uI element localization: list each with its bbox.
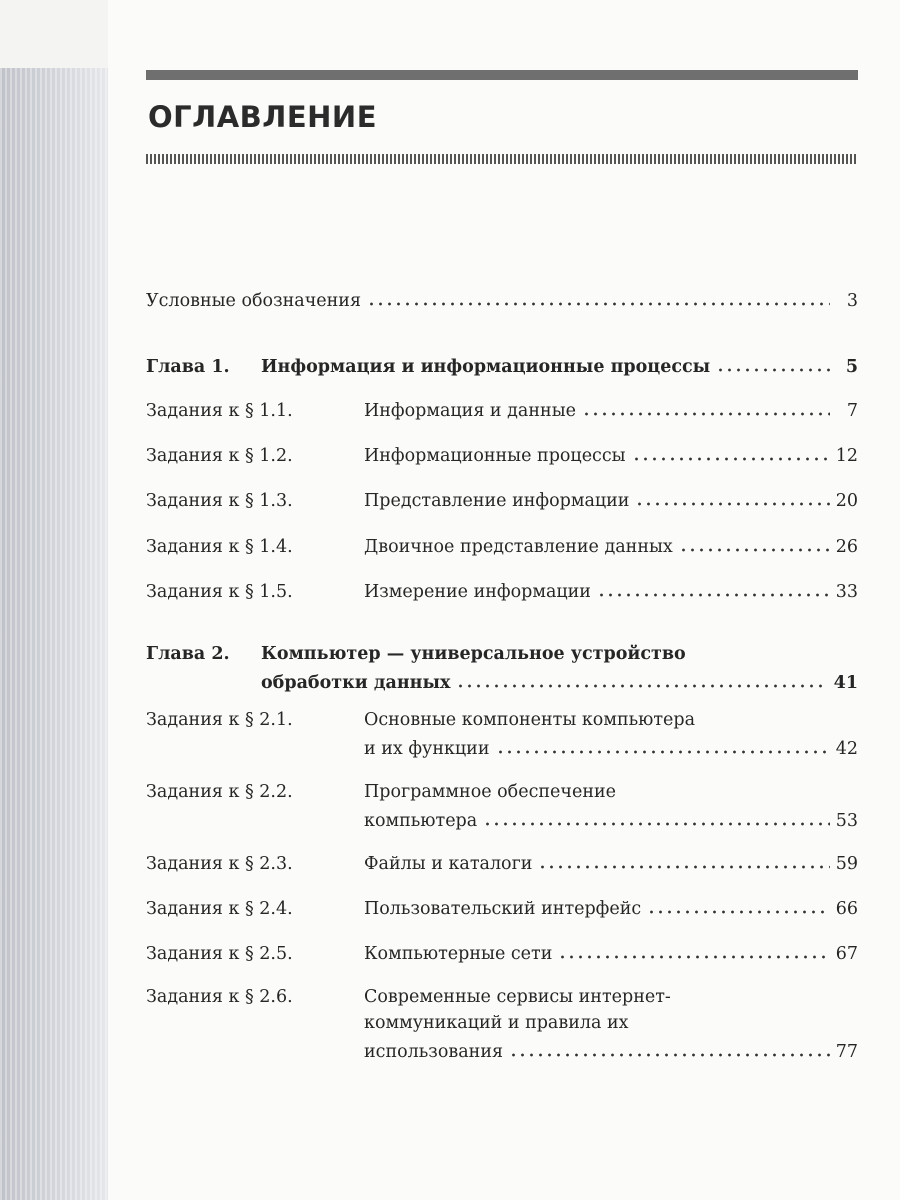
toc-entry-1-3[interactable] xyxy=(146,488,858,514)
toc-entry-title: Информация и данные xyxy=(364,401,576,421)
toc-entry-2-2[interactable] xyxy=(146,782,858,834)
toc-page-number: 42 xyxy=(835,739,858,759)
toc-page-number: 7 xyxy=(846,401,858,421)
toc-entry-title: Файлы и каталоги xyxy=(364,854,533,874)
toc-entry-1-1[interactable] xyxy=(146,398,858,424)
leader-dots xyxy=(647,896,830,914)
leader-dots xyxy=(538,851,829,869)
leader-dots xyxy=(597,579,830,597)
toc-entry-title: Программное обеспечение xyxy=(364,782,617,802)
toc-section-label: Задания к § 1.1. xyxy=(146,401,293,421)
toc-entry-2-6[interactable] xyxy=(146,987,858,1065)
toc-chapter-2[interactable] xyxy=(146,644,858,696)
toc-section-label: Задания к § 2.6. xyxy=(146,987,293,1007)
toc-entry-2-3[interactable] xyxy=(146,851,858,877)
toc-entry-2-4[interactable] xyxy=(146,896,858,922)
toc-chapter-label: Глава 1. xyxy=(146,357,230,377)
toc-section-label: Задания к § 2.1. xyxy=(146,710,293,730)
toc-entry-title-continued: компьютера xyxy=(364,811,478,831)
leader-dots xyxy=(367,288,830,306)
toc-page-number: 33 xyxy=(835,582,858,602)
page-title: ОГЛАВЛЕНИЕ xyxy=(148,100,378,134)
toc-page-number: 3 xyxy=(846,291,858,311)
leader-dots xyxy=(456,670,827,688)
toc-section-label: Задания к § 2.3. xyxy=(146,854,293,874)
toc-entry-title: Двоичное представление данных xyxy=(364,537,673,557)
toc-page-number: 53 xyxy=(835,811,858,831)
toc-entry-1-2[interactable] xyxy=(146,443,858,469)
toc-page-number: 12 xyxy=(835,446,858,466)
toc-section-label: Задания к § 1.4. xyxy=(146,537,293,557)
toc-entry-title: Измерение информации xyxy=(364,582,591,602)
toc-entry-2-5[interactable] xyxy=(146,941,858,967)
toc-page-number: 5 xyxy=(845,357,858,377)
toc-section-label: Задания к § 1.5. xyxy=(146,582,293,602)
toc-section-label: Задания к § 2.4. xyxy=(146,899,293,919)
toc-entry-title-continued: использования xyxy=(364,1042,504,1062)
toc-section-label: Задания к § 2.5. xyxy=(146,944,293,964)
leader-dots xyxy=(635,488,829,506)
toc-page-number: 41 xyxy=(833,673,858,693)
toc-entry-title-continued: коммуникаций и правила их xyxy=(364,1013,629,1033)
toc-page-number: 59 xyxy=(835,854,858,874)
toc-entry-title: Основные компоненты компьютера xyxy=(364,710,696,730)
toc-section-label: Задания к § 2.2. xyxy=(146,782,293,802)
toc-entry-intro[interactable] xyxy=(146,288,858,314)
binding-top-margin xyxy=(0,0,108,68)
title-rule xyxy=(146,154,858,164)
page xyxy=(108,0,900,1200)
toc-entry-title: Компьютерные сети xyxy=(364,944,553,964)
leader-dots xyxy=(716,354,830,372)
toc-entry-title: Пользовательский интерфейс xyxy=(364,899,642,919)
leader-dots xyxy=(558,941,829,959)
toc-page-number: 67 xyxy=(835,944,858,964)
toc-page-number: 66 xyxy=(835,899,858,919)
toc-entry-title: Современные сервисы интернет- xyxy=(364,987,671,1007)
toc-section-label: Задания к § 1.2. xyxy=(146,446,293,466)
toc-entry-title-continued: обработки данных xyxy=(261,673,451,693)
toc-page-number: 26 xyxy=(835,537,858,557)
leader-dots xyxy=(509,1039,830,1057)
toc-entry-1-4[interactable] xyxy=(146,534,858,560)
leader-dots xyxy=(582,398,830,416)
toc-page-number: 77 xyxy=(835,1042,858,1062)
toc-entry-title-continued: и их функции xyxy=(364,739,490,759)
toc-chapter-label: Глава 2. xyxy=(146,644,230,664)
leader-dots xyxy=(483,808,830,826)
toc-chapter-1[interactable] xyxy=(146,354,858,380)
leader-dots xyxy=(679,534,830,552)
toc-page-number: 20 xyxy=(835,491,858,511)
toc-section-label: Задания к § 1.3. xyxy=(146,491,293,511)
toc-entry-title: Информация и информационные процессы xyxy=(261,357,711,377)
toc-entry-title: Представление информации xyxy=(364,491,630,511)
toc-entry-title: Компьютер — универсальное устройство xyxy=(261,644,686,664)
top-rule xyxy=(146,70,858,80)
toc-entry-title: Информационные процессы xyxy=(364,446,626,466)
toc-entry-title: Условные обозначения xyxy=(146,291,362,311)
toc-entry-2-1[interactable] xyxy=(146,710,858,762)
toc-entry-1-5[interactable] xyxy=(146,579,858,605)
leader-dots xyxy=(496,736,830,754)
book-binding xyxy=(0,0,108,1200)
leader-dots xyxy=(632,443,830,461)
